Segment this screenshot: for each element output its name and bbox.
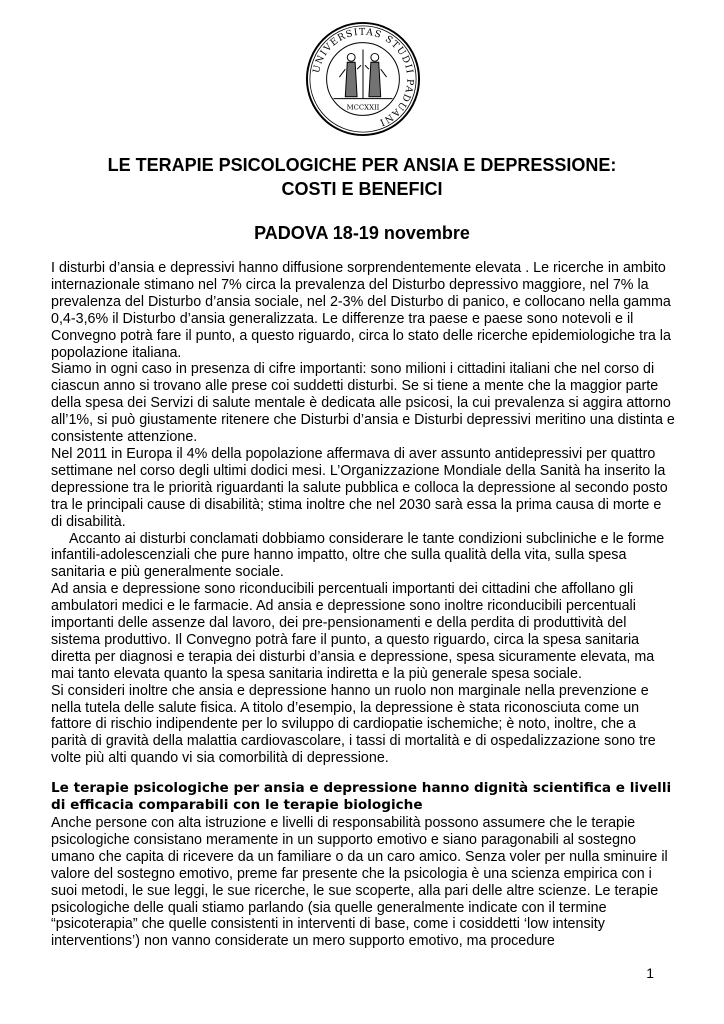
intro-text <box>51 260 675 767</box>
paragraph: Accanto ai disturbi conclamati dobbiamo considerare le tante condizioni subcliniche e le forme infantili-adolescenziali che pure hanno impatto, oltre che sulla qualità della vita, sulla spesa sanitaria e più generalmente sociale. <box>51 530 665 581</box>
paragraph: I disturbi d’ansia e depressivi hanno diffusione sorprendentemente elevata . Le ricerche in ambito internazionale stimano nel 7% circa la prevalenza del Disturbo depressivo maggiore, nel 7% la prevalenza del Disturbo d’ansia sociale, nel 2-3% del Disturbo di panico, e collocano nella gamma 0,4-3,6% il Disturbo d’ansia generalizzata. Le differenze tra paese e paese sono notevoli e il Convegno potrà fare il punto, a questo riguardo, circa lo stato delle ricerche epidemiologiche tra la popolazione italiana. <box>51 260 671 361</box>
section-heading: Le terapie psicologiche per ansia e depressione hanno dignità scientifica e livelli di efficacia comparabili con le terapie biologiche <box>51 780 672 813</box>
page-number: 1 <box>646 965 654 981</box>
university-seal-logo <box>304 20 422 138</box>
svg-text:UNIVERSITAS STUDII PADUANI: UNIVERSITAS STUDII PADUANI <box>311 26 416 128</box>
event-date-subtitle: PADOVA 18-19 novembre <box>254 223 470 243</box>
document-title-line-2: COSTI E BENEFICI <box>281 179 443 199</box>
section-text <box>51 815 675 950</box>
paragraph: Anche persone con alta istruzione e livelli di responsabilità possono assumere che le terapie psicologiche consistano meramente in un supporto emotivo e siano paragonabili al sostegno umano che capita di ricevere da un familiare o da un caro amico. Senza voler per nulla sminuire il valore del sostegno emotivo, preme far presente che la psicologia è una scienza empirica con i suoi metodi, le sue leggi, le sue ricerche, le sue scoperte, alla pari delle altre scienze. Le terapie psicologiche delle quali stiamo parlando (sia quelle generalmente indicate con il termine “psicoterapia” che quelle consistenti in interventi di base, come i cosiddetti ‘low intensity interventions’) non vanno considerate un mero supporto emotivo, ma procedure <box>51 815 668 950</box>
svg-text:MCCXXII: MCCXXII <box>346 103 380 112</box>
paragraph: Siamo in ogni caso in presenza di cifre importanti: sono milioni i cittadini italiani che nel corso di ciascun anno si trovano alle prese coi suddetti disturbi. Se si tiene a mente che la maggior parte della spesa dei Servizi di salute mentale è dedicata alle psicosi, la cui prevalenza si aggira attorno all’1%, si può giustamente ritenere che Disturbi d’ansia e Disturbi depressivi meritino una distinta e consistente attenzione. <box>51 361 675 446</box>
paragraph: Si consideri inoltre che ansia e depressione hanno un ruolo non marginale nella prevenzione e nella tutela delle salute fisica. A titolo d’esempio, la depressione è stata riconosciuta come un fattore di rischio indipendente per lo sviluppo di cardiopatie ischemiche; è noto, inoltre, che a parità di gravità della malattia cardiovascolare, i tassi di mortalità e di ospedalizzazione sono tre volte più alti quando vi sia comorbilità di depressione. <box>51 682 656 767</box>
paragraph: Nel 2011 in Europa il 4% della popolazione affermava di aver assunto antidepressivi per quattro settimane nel corso degli ultimi dodici mesi. L’Organizzazione Mondiale della Sanità ha inserito la depressione tra le priorità riguardanti la salute pubblica e colloca la depressione al secondo posto tra le principali cause di disabilità; stima inoltre che nel 2030 sarà essa la prima causa di morte e di disabilità. <box>51 445 668 530</box>
paragraph: Ad ansia e depressione sono riconducibili percentuali importanti dei cittadini che affollano gli ambulatori medici e le farmacie. Ad ansia e depressione sono inoltre riconducibili percentuali importanti delle assenze dal lavoro, dei pre-pensionamenti e della perdita di produttività del sistema produttivo. Il Convegno potrà fare il punto, a questo riguardo, circa la spesa sanitaria diretta per diagnosi e terapia dei disturbi d’ansia e depressione, spesa sicuramente elevata, ma mai tanto elevata quanto la spesa sanitaria indiretta e la più generale spesa sociale. <box>51 581 655 682</box>
document-title-line-1: LE TERAPIE PSICOLOGICHE PER ANSIA E DEPRESSIONE: <box>107 155 617 175</box>
